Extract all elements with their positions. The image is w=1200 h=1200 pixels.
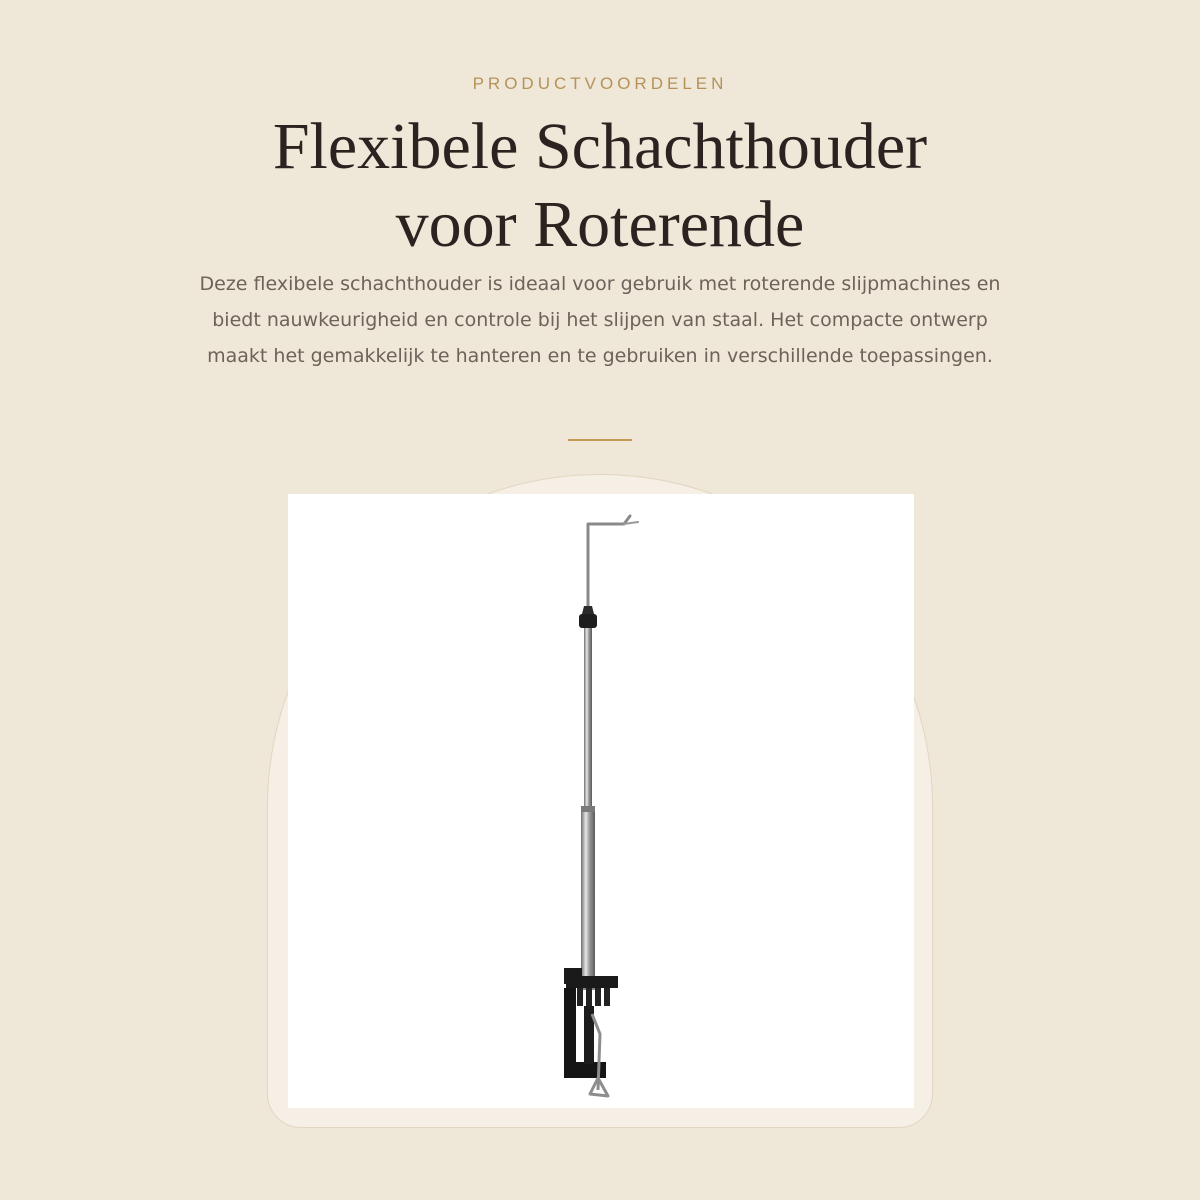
section-title-line-1: Flexibele Schachthouder [272,110,928,183]
section-description: Deze flexibele schachthouder is ideaal voor gebruik met roterende slijpmachines en biedt nauwkeurigheid en controle bij het slijpen van staal. Het compacte ontwerp maakt het gemakkelijk te hanteren en te gebruiken in verschillende toepassingen. [199,273,1001,367]
flexible-shaft-holder-stand-icon [288,494,914,1108]
section-eyebrow: PRODUCTVOORDELEN [472,74,728,93]
section-title [150,108,1050,264]
product-image [288,494,914,1108]
section-divider [568,439,632,441]
section-title-line-2: voor Roterende [395,188,805,261]
